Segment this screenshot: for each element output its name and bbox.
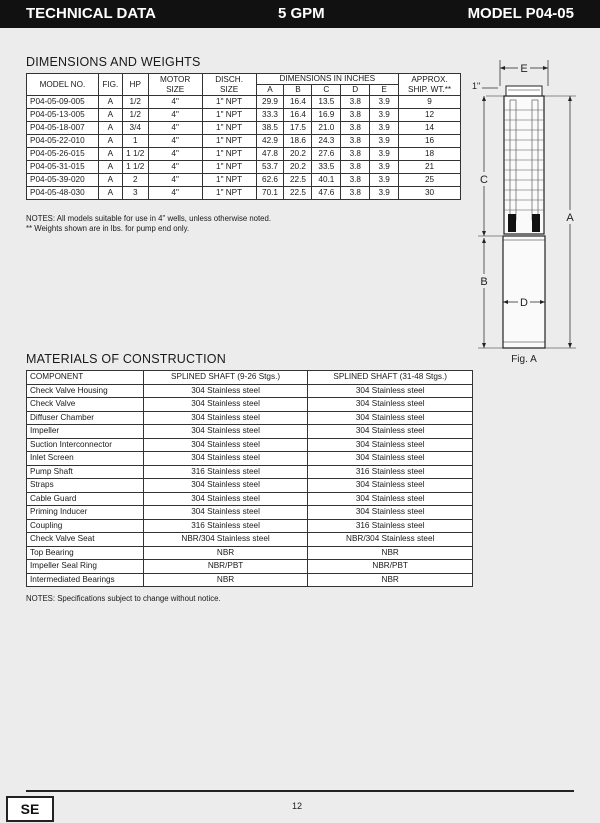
dimensions-cell: 18.6 bbox=[284, 135, 312, 148]
dimensions-body bbox=[27, 96, 461, 200]
dimensions-cell: 47.8 bbox=[256, 148, 284, 161]
dimensions-cell: A bbox=[98, 109, 122, 122]
materials-table bbox=[26, 370, 473, 587]
header-title: TECHNICAL DATA bbox=[26, 5, 156, 22]
materials-row bbox=[27, 465, 473, 479]
dimensions-cell: P04-05-22-010 bbox=[27, 135, 99, 148]
dimensions-cell: 1" NPT bbox=[202, 161, 256, 174]
dimensions-cell: 24.3 bbox=[312, 135, 341, 148]
dimensions-cell: 17.5 bbox=[284, 122, 312, 135]
material-value: 304 Stainless steel bbox=[308, 411, 473, 425]
dimensions-cell: A bbox=[98, 161, 122, 174]
dimensions-cell: 3.9 bbox=[370, 187, 399, 200]
dimensions-cell: 18 bbox=[399, 148, 461, 161]
label-a: A bbox=[566, 212, 574, 224]
dimensions-cell: 70.1 bbox=[256, 187, 284, 200]
col-e: E bbox=[370, 85, 399, 96]
dimensions-cell: 22.5 bbox=[284, 174, 312, 187]
material-value: NBR/304 Stainless steel bbox=[308, 533, 473, 547]
dimensions-cell: 33.5 bbox=[312, 161, 341, 174]
material-value: 304 Stainless steel bbox=[143, 506, 308, 520]
dimensions-cell: 4" bbox=[148, 174, 202, 187]
dimensions-cell: 20.2 bbox=[284, 148, 312, 161]
material-value: 316 Stainless steel bbox=[308, 519, 473, 533]
a-arrow-top bbox=[568, 96, 572, 101]
dimensions-cell: 13.5 bbox=[312, 96, 341, 109]
dimensions-cell: 3.8 bbox=[341, 122, 370, 135]
col-splined-9-26: SPLINED SHAFT (9-26 Stgs.) bbox=[143, 371, 308, 385]
dimensions-cell: P04-05-09-005 bbox=[27, 96, 99, 109]
component-name: Cable Guard bbox=[27, 492, 144, 506]
dimensions-cell: 1" NPT bbox=[202, 96, 256, 109]
dimensions-cell: 4" bbox=[148, 109, 202, 122]
c-arrow-top bbox=[482, 96, 486, 101]
materials-row bbox=[27, 519, 473, 533]
dimensions-cell: 3.8 bbox=[341, 135, 370, 148]
a-arrow-bottom bbox=[568, 343, 572, 348]
materials-row bbox=[27, 533, 473, 547]
materials-note: NOTES: Specifications subject to change without notice. bbox=[26, 594, 221, 603]
dimensions-cell: P04-05-13-005 bbox=[27, 109, 99, 122]
dimensions-cell: 16.4 bbox=[284, 96, 312, 109]
dimensions-cell: 3.8 bbox=[341, 174, 370, 187]
materials-row bbox=[27, 506, 473, 520]
col-splined-31-48: SPLINED SHAFT (31-48 Stgs.) bbox=[308, 371, 473, 385]
dimensions-cell: 4" bbox=[148, 135, 202, 148]
dimensions-cell: 4" bbox=[148, 161, 202, 174]
dimensions-cell: 3.9 bbox=[370, 148, 399, 161]
dimensions-row bbox=[27, 122, 461, 135]
e-arrow-left bbox=[500, 66, 505, 70]
dimensions-cell: 4" bbox=[148, 148, 202, 161]
e-arrow-right bbox=[543, 66, 548, 70]
materials-row bbox=[27, 452, 473, 466]
dimensions-cell: 1 1/2 bbox=[122, 161, 148, 174]
material-value: 304 Stainless steel bbox=[143, 411, 308, 425]
col-hp: HP bbox=[122, 74, 148, 96]
materials-row bbox=[27, 560, 473, 574]
material-value: 304 Stainless steel bbox=[308, 384, 473, 398]
materials-header-row bbox=[27, 371, 473, 385]
dimensions-cell: 27.6 bbox=[312, 148, 341, 161]
col-component: COMPONENT bbox=[27, 371, 144, 385]
dimensions-cell: P04-05-31-015 bbox=[27, 161, 99, 174]
dimensions-cell: 3.9 bbox=[370, 109, 399, 122]
dimensions-cell: 1" NPT bbox=[202, 135, 256, 148]
dimensions-cell: A bbox=[98, 135, 122, 148]
dimensions-cell: 3.8 bbox=[341, 96, 370, 109]
dimensions-cell: 3.9 bbox=[370, 174, 399, 187]
col-dimensions-group: DIMENSIONS IN INCHES bbox=[256, 74, 399, 85]
header-flow-rate: 5 GPM bbox=[278, 5, 325, 22]
material-value: NBR/PBT bbox=[143, 560, 308, 574]
dimensions-cell: 1" NPT bbox=[202, 109, 256, 122]
col-d: D bbox=[341, 85, 370, 96]
material-value: NBR bbox=[308, 546, 473, 560]
dimensions-cell: 3.8 bbox=[341, 109, 370, 122]
header-model: MODEL P04-05 bbox=[467, 5, 574, 22]
col-disch-size: DISCH. SIZE bbox=[202, 74, 256, 96]
dimensions-cell: 38.5 bbox=[256, 122, 284, 135]
component-name: Pump Shaft bbox=[27, 465, 144, 479]
materials-row bbox=[27, 425, 473, 439]
material-value: 304 Stainless steel bbox=[308, 438, 473, 452]
dimensions-cell: 9 bbox=[399, 96, 461, 109]
inlet-screen-left bbox=[508, 214, 516, 232]
label-c: C bbox=[480, 174, 488, 186]
dimensions-cell: 16.4 bbox=[284, 109, 312, 122]
materials-row bbox=[27, 384, 473, 398]
motor-body bbox=[503, 236, 545, 348]
dimensions-cell: 29.9 bbox=[256, 96, 284, 109]
c-arrow-bottom bbox=[482, 231, 486, 236]
dimensions-cell: 53.7 bbox=[256, 161, 284, 174]
dimensions-cell: 3.9 bbox=[370, 96, 399, 109]
material-value: 304 Stainless steel bbox=[143, 452, 308, 466]
component-name: Top Bearing bbox=[27, 546, 144, 560]
label-e: E bbox=[520, 63, 528, 75]
component-name: Priming Inducer bbox=[27, 506, 144, 520]
dimensions-cell: A bbox=[98, 96, 122, 109]
dimensions-cell: 4" bbox=[148, 96, 202, 109]
materials-body bbox=[27, 384, 473, 587]
dimensions-cell: P04-05-26-015 bbox=[27, 148, 99, 161]
col-a: A bbox=[256, 85, 284, 96]
dimensions-cell: 12 bbox=[399, 109, 461, 122]
dimensions-cell: 21 bbox=[399, 161, 461, 174]
dimensions-cell: 30 bbox=[399, 187, 461, 200]
material-value: 304 Stainless steel bbox=[143, 398, 308, 412]
material-value: NBR bbox=[143, 546, 308, 560]
dimensions-row bbox=[27, 135, 461, 148]
dimensions-cell: 1" NPT bbox=[202, 148, 256, 161]
material-value: 304 Stainless steel bbox=[308, 506, 473, 520]
component-name: Coupling bbox=[27, 519, 144, 533]
dimensions-cell: 3.9 bbox=[370, 135, 399, 148]
material-value: 304 Stainless steel bbox=[143, 479, 308, 493]
figure-caption: Fig. A bbox=[511, 354, 537, 365]
dimensions-cell: 40.1 bbox=[312, 174, 341, 187]
material-value: 304 Stainless steel bbox=[143, 438, 308, 452]
dimensions-cell: A bbox=[98, 122, 122, 135]
dimensions-cell: 3.8 bbox=[341, 148, 370, 161]
dimensions-row bbox=[27, 109, 461, 122]
component-name: Suction Interconnector bbox=[27, 438, 144, 452]
dimensions-header-row-1 bbox=[27, 74, 461, 85]
dimensions-note-2: ** Weights shown are in lbs. for pump end only. bbox=[26, 224, 190, 233]
dimensions-row bbox=[27, 161, 461, 174]
materials-row bbox=[27, 546, 473, 560]
material-value: 304 Stainless steel bbox=[308, 425, 473, 439]
dimensions-table bbox=[26, 73, 461, 200]
dimensions-cell: A bbox=[98, 148, 122, 161]
dimensions-cell: 2 bbox=[122, 174, 148, 187]
dimensions-cell: 22.5 bbox=[284, 187, 312, 200]
pump-diagram bbox=[458, 50, 588, 370]
material-value: 304 Stainless steel bbox=[143, 425, 308, 439]
label-d: D bbox=[520, 297, 528, 309]
dimensions-cell: A bbox=[98, 187, 122, 200]
component-name: Intermediated Bearings bbox=[27, 573, 144, 587]
dimensions-cell: 3/4 bbox=[122, 122, 148, 135]
component-name: Check Valve Housing bbox=[27, 384, 144, 398]
dimensions-cell: 16.9 bbox=[312, 109, 341, 122]
dimensions-cell: 1 1/2 bbox=[122, 148, 148, 161]
material-value: NBR/PBT bbox=[308, 560, 473, 574]
dimensions-note-1: NOTES: All models suitable for use in 4" wells, unless otherwise noted. bbox=[26, 214, 272, 223]
dimensions-cell: 42.9 bbox=[256, 135, 284, 148]
dimensions-cell: 1" NPT bbox=[202, 122, 256, 135]
dimensions-row bbox=[27, 96, 461, 109]
dimensions-cell: 3.9 bbox=[370, 122, 399, 135]
dimensions-cell: A bbox=[98, 174, 122, 187]
dimensions-cell: 1/2 bbox=[122, 109, 148, 122]
col-fig: FIG. bbox=[98, 74, 122, 96]
material-value: 304 Stainless steel bbox=[308, 398, 473, 412]
dimensions-cell: 4" bbox=[148, 122, 202, 135]
dimensions-cell: 3.9 bbox=[370, 161, 399, 174]
b-arrow-top bbox=[482, 238, 486, 243]
col-model: MODEL NO. bbox=[27, 74, 99, 96]
component-name: Inlet Screen bbox=[27, 452, 144, 466]
dimensions-cell: 1/2 bbox=[122, 96, 148, 109]
discharge-outlet bbox=[506, 86, 542, 96]
material-value: NBR bbox=[308, 573, 473, 587]
materials-row bbox=[27, 492, 473, 506]
materials-row bbox=[27, 479, 473, 493]
material-value: NBR bbox=[143, 573, 308, 587]
label-1-inch: 1" bbox=[472, 81, 481, 91]
footer-rule bbox=[26, 790, 574, 792]
materials-row bbox=[27, 573, 473, 587]
dimensions-cell: 3.8 bbox=[341, 161, 370, 174]
material-value: 304 Stainless steel bbox=[143, 492, 308, 506]
header-bar bbox=[0, 0, 600, 28]
inlet-screen-right bbox=[532, 214, 540, 232]
col-c: C bbox=[312, 85, 341, 96]
dimensions-cell: 47.6 bbox=[312, 187, 341, 200]
materials-row bbox=[27, 398, 473, 412]
material-value: 316 Stainless steel bbox=[143, 465, 308, 479]
dimensions-cell: 1" NPT bbox=[202, 174, 256, 187]
dimensions-cell: 3 bbox=[122, 187, 148, 200]
b-arrow-bottom bbox=[482, 343, 486, 348]
material-value: 316 Stainless steel bbox=[143, 519, 308, 533]
material-value: 304 Stainless steel bbox=[308, 452, 473, 466]
dimensions-cell: P04-05-39-020 bbox=[27, 174, 99, 187]
material-value: NBR/304 Stainless steel bbox=[143, 533, 308, 547]
dimensions-cell: P04-05-18-007 bbox=[27, 122, 99, 135]
component-name: Diffuser Chamber bbox=[27, 411, 144, 425]
dimensions-cell: 20.2 bbox=[284, 161, 312, 174]
component-name: Check Valve Seat bbox=[27, 533, 144, 547]
dimensions-cell: 25 bbox=[399, 174, 461, 187]
dimensions-cell: 16 bbox=[399, 135, 461, 148]
dimensions-cell: 1" NPT bbox=[202, 187, 256, 200]
component-name: Impeller bbox=[27, 425, 144, 439]
dimensions-row bbox=[27, 148, 461, 161]
materials-row bbox=[27, 438, 473, 452]
component-name: Straps bbox=[27, 479, 144, 493]
dimensions-cell: 33.3 bbox=[256, 109, 284, 122]
dimensions-cell: 62.6 bbox=[256, 174, 284, 187]
material-value: 304 Stainless steel bbox=[308, 492, 473, 506]
dimensions-cell: 21.0 bbox=[312, 122, 341, 135]
material-value: 304 Stainless steel bbox=[143, 384, 308, 398]
col-b: B bbox=[284, 85, 312, 96]
page-number: 12 bbox=[292, 801, 303, 811]
component-name: Impeller Seal Ring bbox=[27, 560, 144, 574]
component-name: Check Valve bbox=[27, 398, 144, 412]
dimensions-title: DIMENSIONS AND WEIGHTS bbox=[26, 55, 201, 69]
dimensions-row bbox=[27, 187, 461, 200]
col-weight: APPROX. SHIP. WT.** bbox=[399, 74, 461, 96]
dimensions-cell: 1 bbox=[122, 135, 148, 148]
materials-row bbox=[27, 411, 473, 425]
material-value: 316 Stainless steel bbox=[308, 465, 473, 479]
dimensions-cell: P04-05-48-030 bbox=[27, 187, 99, 200]
company-logo: SE bbox=[6, 796, 54, 822]
dimensions-cell: 4" bbox=[148, 187, 202, 200]
materials-title: MATERIALS OF CONSTRUCTION bbox=[26, 352, 226, 366]
dimensions-cell: 14 bbox=[399, 122, 461, 135]
material-value: 304 Stainless steel bbox=[308, 479, 473, 493]
dimensions-row bbox=[27, 174, 461, 187]
col-motor-size: MOTOR SIZE bbox=[148, 74, 202, 96]
label-b: B bbox=[480, 276, 488, 288]
dimensions-cell: 3.8 bbox=[341, 187, 370, 200]
